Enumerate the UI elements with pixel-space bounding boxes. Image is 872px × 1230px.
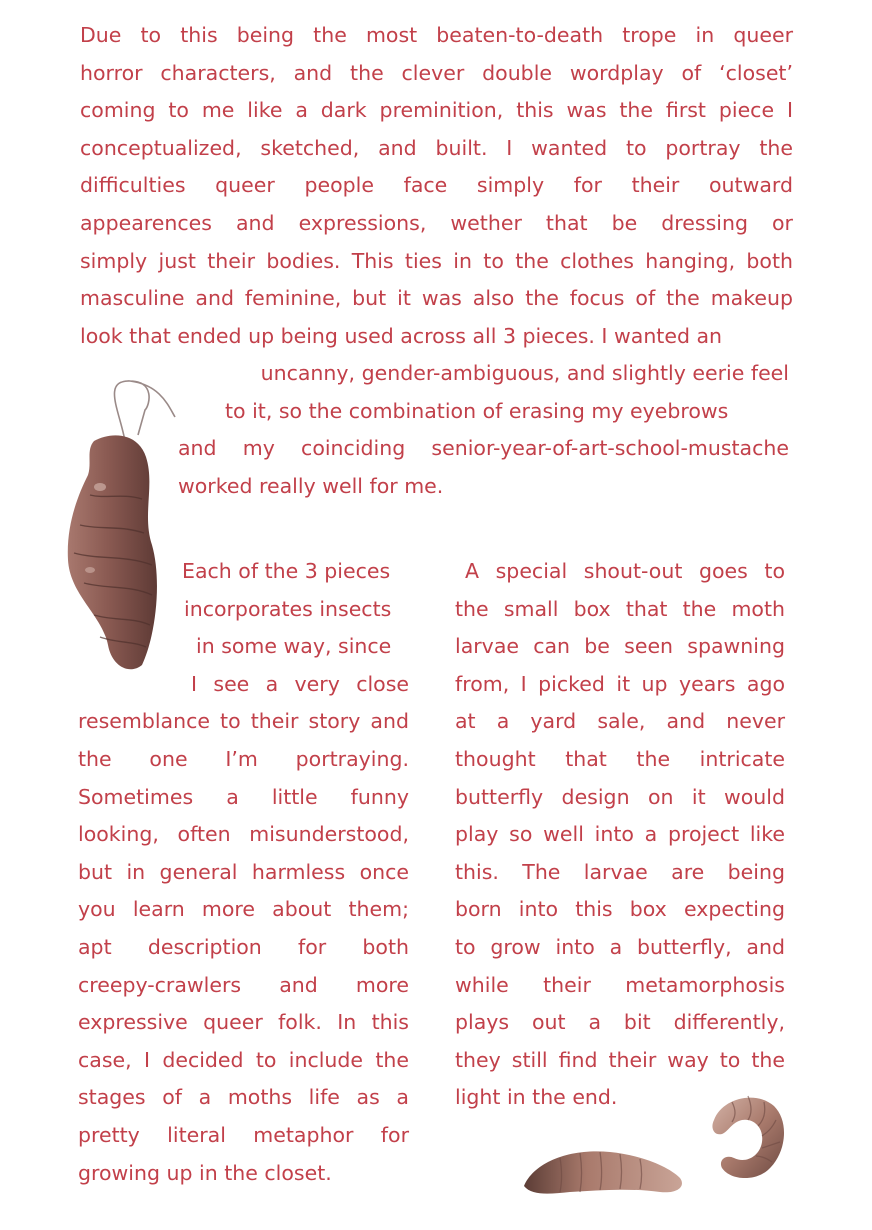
intro-wrap-line: and my coinciding senior-year-of-art-school-mustache <box>178 436 789 461</box>
intro-line: conceptualized, sketched, and built. I wanted to portray the <box>80 135 793 160</box>
larva-icon <box>520 1138 690 1198</box>
left-column-line: incorporates insects <box>184 596 392 621</box>
right-column-line: to grow into a butterfly, and <box>455 934 785 959</box>
intro-line: horror characters, and the clever double wordplay of ‘closet’ <box>80 60 793 85</box>
right-column-line: light in the end. <box>455 1085 618 1110</box>
intro-line: difficulties queer people face simply for their outward <box>80 173 793 198</box>
intro-wrap-paragraph <box>178 355 789 505</box>
intro-line: Due to this being the most beaten-to-death trope in queer <box>80 23 793 47</box>
right-column-line: plays out a bit differently, <box>455 1010 785 1035</box>
left-column-line: resemblance to their story and <box>78 709 409 734</box>
right-column-line: larvae can be seen spawning <box>455 634 785 659</box>
intro-line: simply just their bodies. This ties in to the clothes hanging, both <box>80 248 793 273</box>
right-column-line: from, I picked it up years ago <box>455 671 785 696</box>
left-column-line: case, I decided to include the <box>78 1047 409 1072</box>
curled-larva-icon <box>702 1090 788 1182</box>
left-column-line: growing up in the closet. <box>78 1160 332 1185</box>
left-column-line: Each of the 3 pieces <box>182 559 391 583</box>
right-column-line: while their metamorphosis <box>455 972 785 997</box>
right-column-line: they still find their way to the <box>455 1047 785 1072</box>
right-column-line: born into this box expecting <box>455 897 785 922</box>
right-column-line: at a yard sale, and never <box>455 709 785 734</box>
intro-line: appearences and expressions, wether that be dressing or <box>80 210 793 235</box>
left-column-line: in some way, since <box>196 634 392 659</box>
left-column-line: stages of a moths life as a <box>78 1085 409 1110</box>
left-column-line: I see a very close <box>191 671 409 696</box>
intro-wrap-line: worked really well for me. <box>178 473 444 498</box>
right-column-line: A special shout-out goes to <box>465 559 785 583</box>
left-column-line: you learn more about them; <box>78 897 409 922</box>
left-column-line: pretty literal metaphor for <box>78 1122 409 1147</box>
right-column-line: play so well into a project like <box>455 822 785 847</box>
left-column-line: looking, often misunderstood, <box>78 822 409 847</box>
left-column-line: Sometimes a little funny <box>78 784 409 809</box>
intro-line: masculine and feminine, but it was also the focus of the makeup <box>80 286 793 311</box>
right-column-line: this. The larvae are being <box>455 859 785 884</box>
right-column-paragraph <box>455 553 785 1117</box>
intro-wrap-line: to it, so the combination of erasing my eyebrows <box>225 398 729 423</box>
intro-line: look that ended up being used across all 3 pieces. I wanted an <box>80 323 723 348</box>
left-column-line: creepy-crawlers and more <box>78 972 409 997</box>
intro-line: coming to me like a dark preminition, this was the first piece I <box>80 98 793 123</box>
right-column-line: butterfly design on it would <box>455 784 785 809</box>
right-column-line: thought that the intricate <box>455 746 785 771</box>
intro-paragraph <box>80 17 793 355</box>
intro-wrap-line: uncanny, gender-ambiguous, and slightly eerie feel <box>260 361 789 385</box>
right-column-line: the small box that the moth <box>455 596 785 621</box>
cocoon-earring-icon <box>60 375 185 675</box>
left-column-line: but in general harmless once <box>78 859 409 884</box>
left-column-line: the one I’m portraying. <box>78 746 409 771</box>
left-column-line: apt description for both <box>78 934 409 959</box>
left-column-line: expressive queer folk. In this <box>78 1010 409 1035</box>
